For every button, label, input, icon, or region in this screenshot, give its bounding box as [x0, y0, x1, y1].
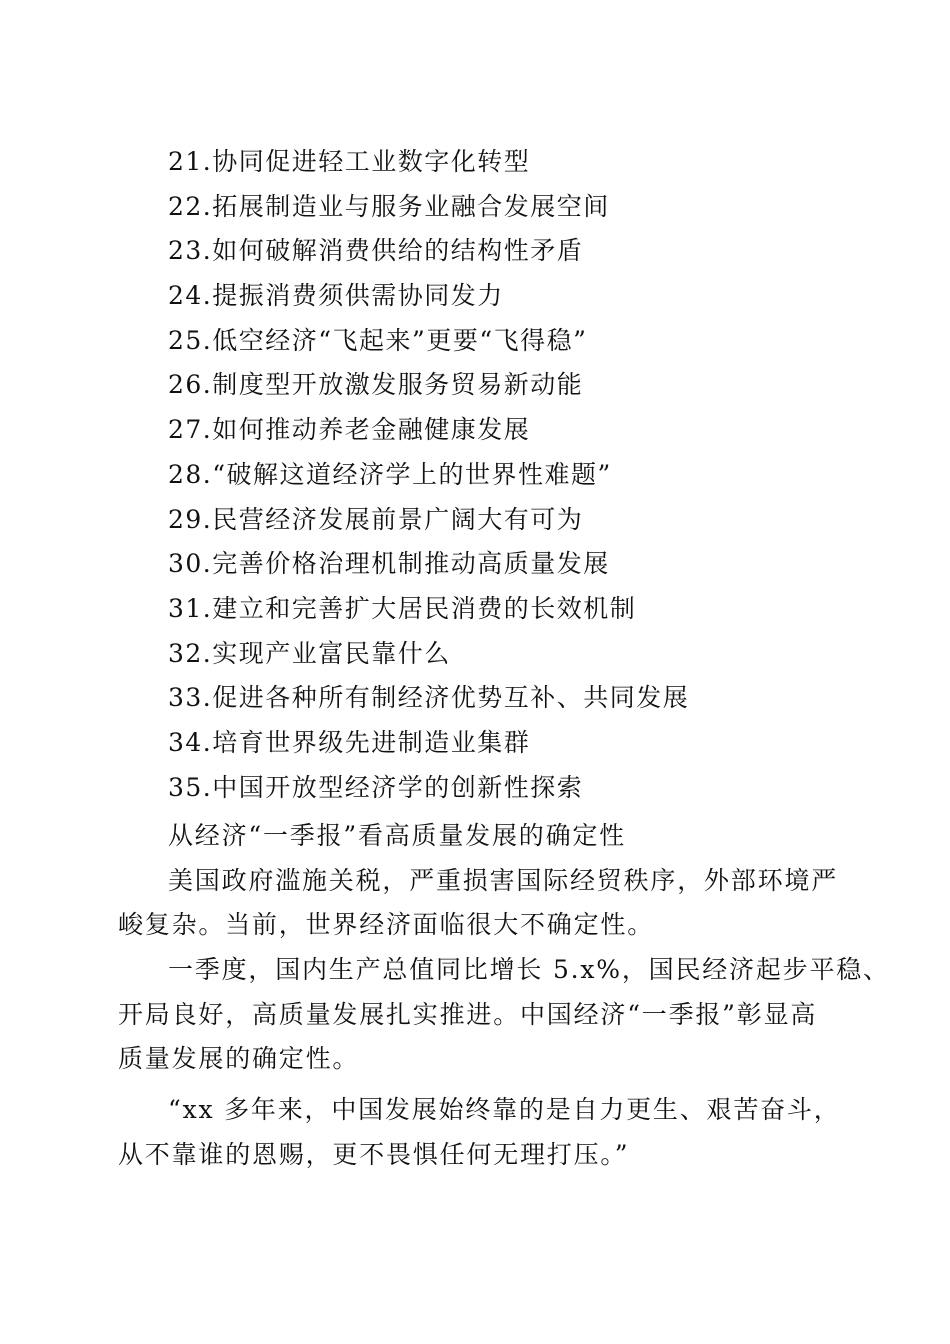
list-item: 30.完善价格治理机制推动高质量发展 — [168, 549, 610, 579]
list-item: 26.制度型开放激发服务贸易新动能 — [168, 370, 584, 400]
list-item: 34.培育世界级先进制造业集群 — [168, 727, 531, 757]
list-item: 22.拓展制造业与服务业融合发展空间 — [168, 191, 610, 221]
list-item: 33.促进各种所有制经济优势互补、共同发展 — [168, 683, 690, 713]
paragraph-1-line-1: 美国政府滥施关税，严重损害国际经贸秩序，外部环境严 — [168, 865, 839, 895]
paragraph-2-line-2: 开局良好，高质量发展扎实推进。中国经济“一季报”彰显高 — [118, 999, 818, 1029]
list-item: 31.建立和完善扩大居民消费的长效机制 — [168, 593, 637, 623]
list-item: 32.实现产业富民靠什么 — [168, 638, 451, 668]
list-item: 24.提振消费须供需协同发力 — [168, 281, 504, 311]
list-item: 23.如何破解消费供给的结构性矛盾 — [168, 236, 584, 266]
article-body — [118, 814, 890, 1178]
list-item: 28.“破解这道经济学上的世界性难题” — [168, 459, 612, 489]
list-item: 25.低空经济“飞起来”更要“飞得稳” — [168, 325, 588, 355]
list-item: 27.如何推动养老金融健康发展 — [168, 415, 531, 445]
topic-list — [168, 144, 868, 814]
article-title: 从经济“一季报”看高质量发展的确定性 — [168, 821, 626, 850]
paragraph-2-line-1: 一季度，国内生产总值同比增长 5.x%，国民经济起步平稳、 — [168, 955, 890, 985]
paragraph-3-line-2: 从不靠谁的恩赐，更不畏惧任何无理打压。” — [118, 1139, 630, 1169]
list-item: 35.中国开放型经济学的创新性探索 — [168, 772, 584, 802]
paragraph-3-line-1: “xx 多年来，中国发展始终靠的是自力更生、艰苦奋斗， — [168, 1095, 841, 1125]
paragraph-2-line-3: 质量发展的确定性。 — [118, 1044, 360, 1074]
list-item: 29.民营经济发展前景广阔大有可为 — [168, 504, 584, 534]
list-item: 21.协同促进轻工业数字化转型 — [168, 147, 531, 176]
paragraph-1-line-2: 峻复杂。当前，世界经济面临很大不确定性。 — [118, 910, 655, 940]
